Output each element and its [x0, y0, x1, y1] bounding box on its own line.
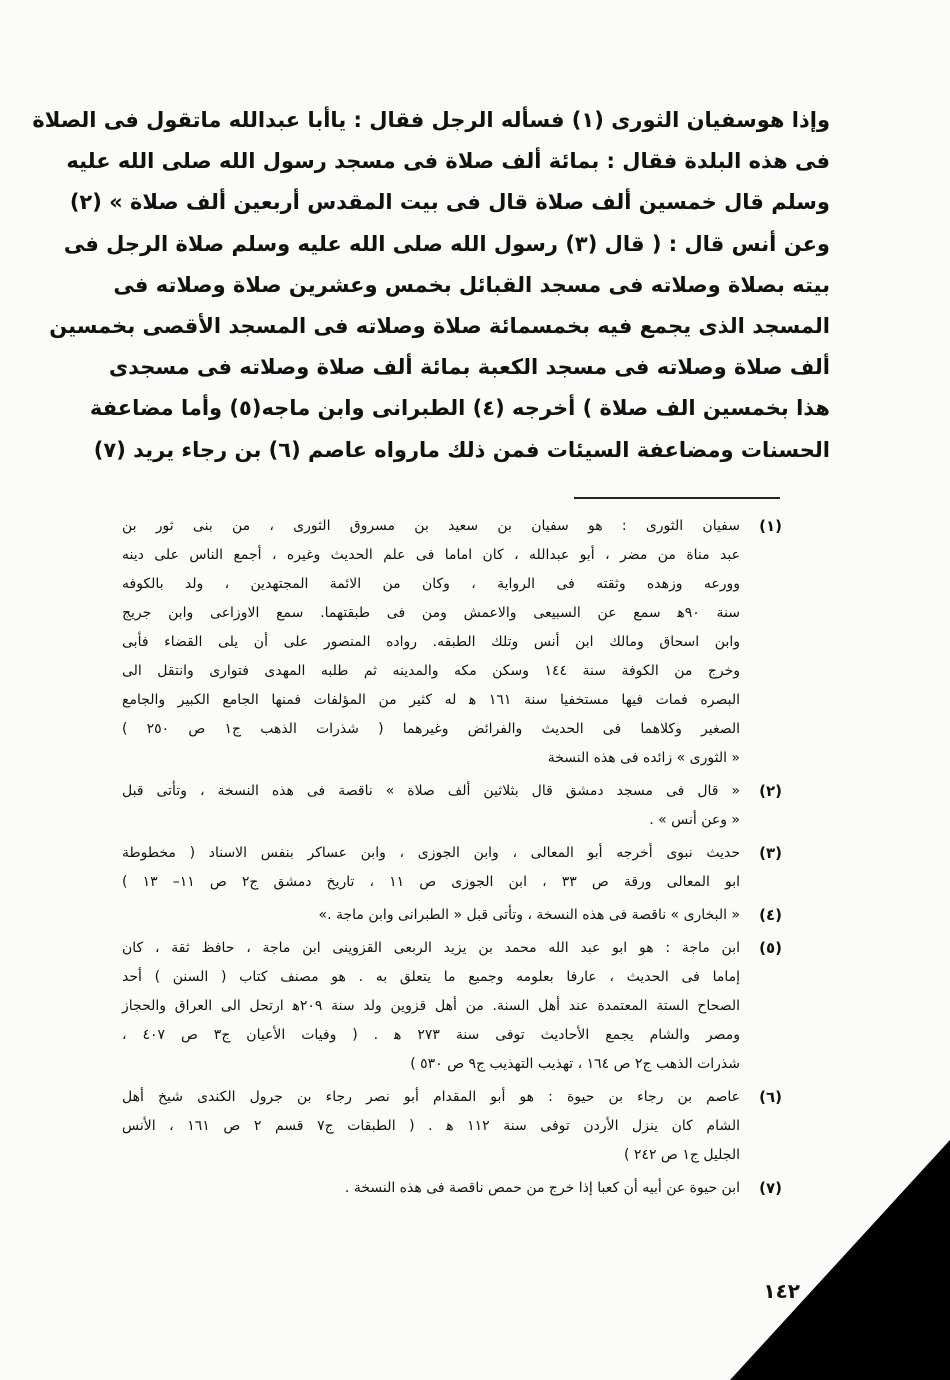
- footnote-6: [122, 1083, 782, 1170]
- footnote-number: (٦): [759, 1088, 782, 1106]
- footnote-line: عاصم بن رجاء بن حيوة : هو أبو المقدام أبو نصر رجاء بن جرول الكندى شيخ أهل: [122, 1089, 740, 1105]
- footnote-separator-rule: [574, 497, 780, 499]
- footnote-number: (٣): [759, 844, 782, 862]
- footnote-line: إماما فى الحديث ، عارفا بعلومه وجميع ما يتعلق به . هو مصنف كتاب ( السنن ) أحد: [122, 969, 740, 985]
- footnote-number: (٢): [759, 782, 782, 800]
- main-text-line: وسلم قال خمسين ألف صلاة قال فى بيت المقدس أربعين ألف صلاة » (٢): [69, 190, 830, 215]
- footnotes-block: [122, 512, 782, 1207]
- footnote-line: عبد مناة من مضر ، أبو عبدالله ، كان اماما فى علم الحديث وغيره ، أجمع الناس على دينه: [122, 547, 740, 563]
- footnote-3: [122, 839, 782, 897]
- main-text-line: هذا بخمسين الف صلاة ) أخرجه (٤) الطبرانى وابن ماجه(٥) وأما مضاعفة: [89, 396, 830, 421]
- footnote-line: وخرج من الكوفة سنة ١٤٤ وسكن مكه والمدينه ثم طلبه المهدى فتوارى وانتقل الى: [122, 663, 741, 679]
- footnote-number: (٧): [759, 1179, 782, 1197]
- footnote-line: « قال فى مسجد دمشق قال بثلاثين ألف صلاة » ناقصة فى هذه النسخة ، وتأتى قبل: [122, 783, 740, 799]
- footnote-line: الصحاح الستة المعتمدة عند أهل السنة. من أهل قزوين ولد سنة ٢٠٩ﻫ ارتحل الى العراق والحجاز: [122, 998, 740, 1014]
- footnote-4: [122, 901, 782, 930]
- footnote-line: الصغير وكلاهما فى الحديث والفرائض وغيرهما ( شذرات الذهب ج١ ص ٢٥٠ ): [122, 721, 741, 737]
- footnote-line: « الثورى » زائده فى هذه النسخة: [547, 750, 740, 766]
- main-text-line: ألف صلاة وصلاته فى مسجد الكعبة بمائة ألف صلاة وصلاته فى مسجدى: [108, 355, 830, 380]
- main-text-line: وإذا هوسفيان الثورى (١) فسأله الرجل فقال : ياأبا عبدالله ماتقول فى الصلاة: [32, 108, 830, 132]
- footnote-number: (٤): [759, 906, 782, 924]
- main-text-block: [32, 100, 830, 471]
- footnote-line: الشام كان ينزل الأردن توفى سنة ١١٢ ﻫ . ( الطبقات ج٧ قسم ٢ ص ١٦١ ، الأنس: [122, 1118, 740, 1134]
- main-text-line: المسجد الذى يجمع فيه بخمسمائة صلاة وصلاته فى المسجد الأقصى بخمسين: [49, 313, 830, 338]
- footnote-2: [122, 777, 782, 835]
- footnote-line: سفيان الثورى : هو سفيان بن سعيد بن مسروق الثورى ، من بنى ثور بن: [122, 518, 740, 534]
- footnote-line: وابن اسحاق ومالك ابن أنس وتلك الطبقه. رواده المنصور على أن يلى القضاء فأبى: [122, 634, 740, 650]
- footnote-line: الجليل ج١ ص ٢٤٢ ): [624, 1147, 740, 1163]
- main-text-line: وعن أنس قال : ( قال (٣) رسول الله صلى الله عليه وسلم صلاة الرجل فى: [63, 231, 830, 256]
- main-text-line: الحسنات ومضاعفة السيئات فمن ذلك مارواه عاصم (٦) بن رجاء يريد (٧): [93, 437, 830, 462]
- footnote-line: البصره فمات فيها مستخفيا سنة ١٦١ ﻫ له كثير من المؤلفات فمنها الجامع الكبير والجامع: [122, 692, 741, 708]
- scan-corner-shadow: [730, 1140, 950, 1380]
- footnote-number: (١): [759, 517, 782, 535]
- footnote-1: [122, 512, 782, 773]
- main-text-line: فى هذه البلدة فقال : بمائة ألف صلاة فى مسجد رسول الله صلى الله عليه: [66, 149, 830, 174]
- footnote-line: حديث نبوى أخرجه أبو المعالى ، وابن الجوزى ، وابن عساكر بنفس الاسناد ( مخطوطة: [122, 845, 740, 861]
- page-number: ١٤٢: [763, 1279, 800, 1303]
- footnote-line: سنة ٩٠ﻫ سمع عن السبيعى والاعمش ومن فى طبقتهما. سمع الاوزاعى وابن جريج: [122, 605, 740, 621]
- footnote-line: ابن ماجة : هو ابو عبد الله محمد بن يزيد الربعى القزوينى ابن ماجة ، حافظ ثقة ، كان: [122, 940, 740, 956]
- footnote-line: وورعه وزهده وثقته فى الرواية ، وكان من الائمة المجتهدين ، ولد بالكوفه: [122, 576, 740, 592]
- footnote-7: [122, 1174, 782, 1203]
- footnote-line: ابن حيوة عن أبيه أن كعبا إذا خرج من حمص ناقصة فى هذه النسخة .: [344, 1180, 740, 1196]
- footnote-number: (٥): [759, 939, 782, 957]
- footnote-line: ومصر والشام يجمع الأحاديث توفى سنة ٢٧٣ ﻫ . ( وفيات الأعيان ج٣ ص ٤٠٧ ،: [122, 1027, 741, 1043]
- main-text-line: بيته بصلاة وصلاته فى مسجد القبائل بخمس وعشرين صلاة وصلاته فى: [113, 272, 830, 297]
- footnote-line: « وعن أنس » .: [649, 812, 740, 828]
- footnote-line: ابو المعالى ورقة ص ٣٣ ، ابن الجوزى ص ١١ ، تاريخ دمشق ج٢ ص ١١– ١٣ ): [122, 874, 740, 890]
- footnote-5: [122, 934, 782, 1079]
- footnote-line: شذرات الذهب ج٢ ص ١٦٤ ، تهذيب التهذيب ج٩ ص ٥٣٠ ): [410, 1056, 740, 1072]
- footnote-line: « البخارى » ناقصة فى هذه النسخة ، وتأتى قبل « الطبرانى وابن ماجة .»: [318, 907, 740, 923]
